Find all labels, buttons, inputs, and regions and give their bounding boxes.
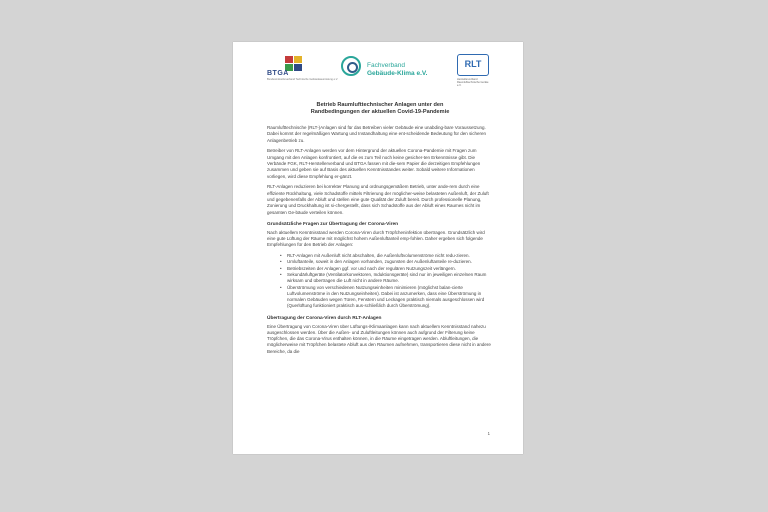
document-title-line1: Betrieb Raumlufttechnischer Anlagen unter den [316, 102, 444, 108]
list-item: • Überströmung von verschiedenen Nutzungseinheiten minimieren (möglichst balan-cierte Luftvolumenströme in den Nutzungseinheiten). Dabei ist anzumerken, dass eine Überströmung in normalen Gebäuden wegen Türen, Fenstern und Leckagen praktisch niemals ausgeschlossen wird (Querlüftung funktioniert praktisch aus-schließlich durch Überströmung). [287, 285, 493, 310]
btga-logo [267, 56, 338, 86]
rlt-logo-subtitle: Herstellerverband Raumlufttechnische Geräte e.V. [457, 78, 489, 87]
paragraph: Eine Übertragung von Corona-Viren über Lüftungs-/Klimaanlagen kann nach aktuellem Kenntnisstand nahezu ausgeschlossen werden. Über die Außen- und Zuluftleitungen können auch aufgrund der Filterung keine Tröpfchen, die das Corona-Virus enthalten können, in die Räume eingetragen werden. Abluftleitungen, die möglicherweise mit Tröpfchen belastete Abluft aus den Räumen aufnehmen, transportieren diese nicht in andere Bereiche, da die [267, 323, 491, 354]
paragraph: RLT-Anlagen reduzieren bei korrekter Planung und ordnungsgemäßem Betrieb, unter ande-rem durch eine effiziente Rückhaltung, viele Schadstoffe mittels Filtrierung der möglicher-weise belasteten Außenluft, der Zuluft und gegebenenfalls der Abluft und stellen eine gute Qualität der Zuluft bereit. Durch professionelle Planung, Zonierung und Druckhaltung ist si-chergestellt, dass sich Schadstoffe aus der Abluft eines Raumes nicht im gesamten Ge-bäude verteilen können. [267, 184, 489, 215]
btga-logo-text: BTGA [267, 70, 289, 77]
fgk-logo-line2: Gebäude-Klima e.V. [367, 70, 428, 77]
fgk-logo [341, 56, 451, 86]
logo-bar [267, 54, 493, 90]
document-title [267, 102, 493, 116]
section-heading: Übertragung der Corona-Viren durch RLT-Anlagen [267, 315, 382, 321]
list-item: • Betriebszeiten der Anlagen ggf. vor und nach der regulären Nutzungszeit verlängern. [287, 266, 493, 272]
section-heading: Grundsätzliche Fragen zur Übertragung der Corona-Viren [267, 221, 399, 227]
paragraph: Nach aktuellem Kenntnisstand werden Corona-Viren durch Tröpfcheninfektion übertragen. Grundsätzlich wird eine gute Lüftung der Räume mit möglichst hohem Außenluftanteil emp-fohlen. Daher ergeben sich folgende Empfehlungen für den Betrieb der Anlagen: [267, 229, 485, 248]
list-item: • RLT-Anlagen mit Außenluft nicht abschalten, die Außenluftvolumenströme nicht redu-zieren. [287, 253, 493, 259]
paragraph: Betreiber von RLT-Anlagen werden vor dem Hintergrund der aktuellen Corona-Pandemie mit Fragen zum Umgang mit den Anlagen konfrontiert, auf die es zum Teil noch keine gesicher-ten Erkenntnisse gibt. Die Verbände FGK, RLT-Herstellerverband und BTGA fassen mit die-sem Papier die derzeitigen Empfehlungen zusammen und geben sie auf Basis des aktuellen Kenntnisstandes weiter. Sobald weitere Informationen vorliegen, wird diese Empfehlung er-gänzt. [267, 148, 481, 179]
page-number: 1 [487, 431, 490, 436]
rlt-logo-text: RLT [457, 54, 489, 76]
fgk-circle-icon [341, 56, 361, 76]
list-item: • Umluftanteile, soweit in den Anlagen vorhanden, zugunsten der Außenluftanteile re-duzieren. [287, 259, 493, 265]
bullet-list [267, 253, 493, 310]
paragraph: Raumlufttechnische (RLT-)Anlagen sind für das Betreiben vieler Gebäude eine unabding-bare Voraussetzung. Dabei kommt der regelmäßigen Wartung und Instandhaltung eine ent-scheidende Bedeutung für den sicheren Anlagenbetrieb zu. [267, 125, 486, 143]
fgk-logo-line1: Fachverband [367, 62, 405, 69]
list-item: • Sekundärluftgeräte (Ventilatorkonvektoren, Induktionsgeräte) sind nur im jeweiligen einzelnen Raum wirksam und übertragen die Luft nicht in andere Räume. [287, 272, 493, 285]
document-title-line2: Randbedingungen der aktuellen Covid-19-Pandemie [310, 109, 450, 115]
rlt-logo [457, 54, 493, 86]
document-page [233, 42, 523, 454]
btga-logo-subtitle: Bundesindustrieverband Technische Gebäudeausrüstung e.V. [267, 78, 338, 81]
